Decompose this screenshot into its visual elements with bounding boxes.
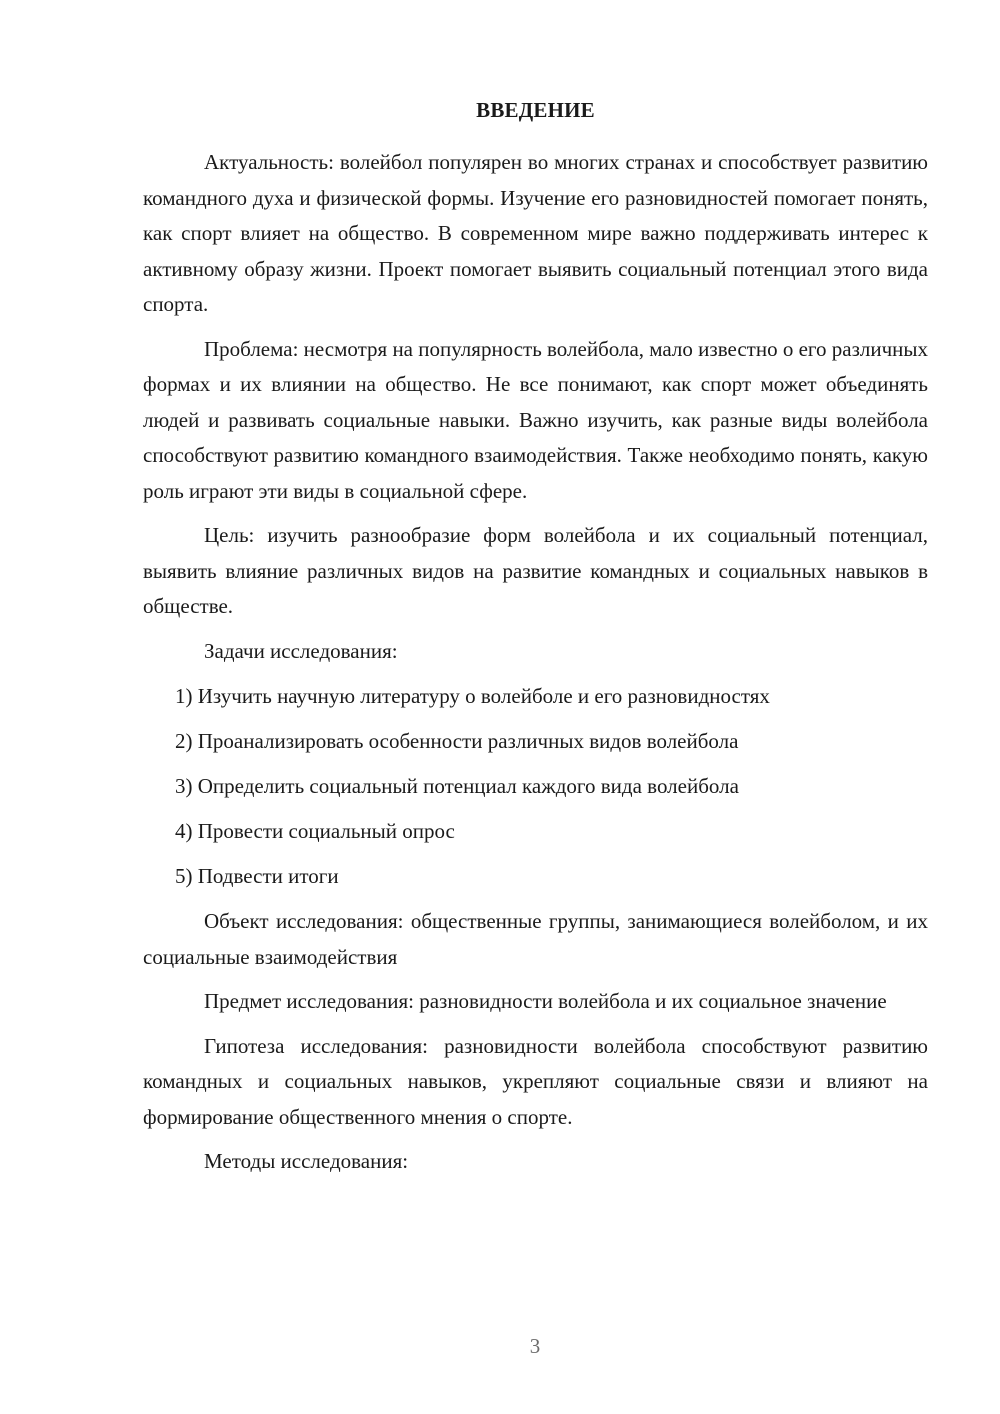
task-item: 2) Проанализировать особенности различных видов волейбола (175, 729, 739, 753)
task-item: 5) Подвести итоги (175, 864, 339, 888)
task-item: 3) Определить социальный потенциал каждого вида волейбола (175, 774, 739, 798)
task-item: 4) Провести социальный опрос (175, 819, 455, 843)
methods-label: Методы исследования: (204, 1149, 409, 1173)
task-item: 1) Изучить научную литературу о волейболе и его разновидностях (175, 684, 770, 708)
page-content (143, 95, 928, 1190)
goal-paragraph: Цель: изучить разнообразие форм волейбола и их социальный потенциал, выявить влияние различных видов на развитие командных и социальных навыков в обществе. (143, 523, 928, 618)
object-paragraph: Объект исследования: общественные группы, занимающиеся волейболом, и их социальные взаимодействия (143, 909, 928, 969)
relevance-paragraph: Актуальность: волейбол популярен во многих странах и способствует развитию командного духа и физической формы. Изучение его разновидностей помогает понять, как спорт влияет на общество. В современном мире важно поддерживать интерес к активному образу жизни. Проект помогает выявить социальный потенциал этого вида спорта. (143, 150, 928, 316)
subject-paragraph: Предмет исследования: разновидности волейбола и их социальное значение (204, 989, 887, 1013)
problem-paragraph: Проблема: несмотря на популярность волейбола, мало известно о его различных формах и их влиянии на общество. Не все понимают, как спорт может объединять людей и развивать социальные навыки. Важно изучить, как разные виды волейбола способствуют развитию командного взаимодействия. Также необходимо понять, какую роль играют эти виды в социальной сфере. (143, 336, 928, 503)
tasks-list (143, 679, 928, 895)
hypothesis-paragraph: Гипотеза исследования: разновидности волейбола способствуют развитию командных и социальных навыков, укрепляют социальные связи и влияют на формирование общественного мнения о спорте. (143, 1033, 928, 1129)
section-heading: ВВЕДЕНИЕ (476, 98, 595, 122)
tasks-label: Задачи исследования: (204, 638, 398, 663)
page-number: 3 (529, 1334, 541, 1358)
